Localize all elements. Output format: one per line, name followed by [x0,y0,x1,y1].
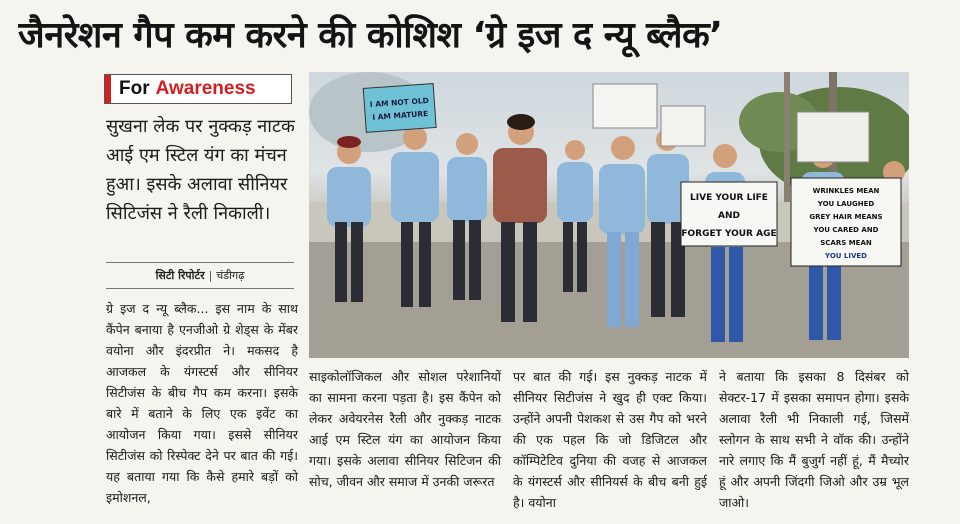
svg-text:YOU LIVED: YOU LIVED [825,252,867,260]
body-column-1 [106,298,298,508]
body-paragraph: ने बताया कि इसका 8 दिसंबर को सेक्टर-17 में इसका समापन होगा। इसके अलावा रैली भी निकाली गई, जिसमें स्लोगन के साथ सभी ने वॉक की। उन्होंने नारे लगाए कि मैं बुजुर्ग नहीं हूं, मैं मैच्योर हूं और अपनी जिंदगी जिओ और उम्र भूल जाओ। [719,369,909,510]
placard-wrinkles [791,178,901,266]
headline: जैनरेशन गैप कम करने की कोशिश ‘ग्रे इज द न्यू ब्लैक’ [18,15,723,56]
svg-text:AND: AND [718,211,740,221]
body-column-4 [719,366,909,513]
svg-text:LIVE YOUR LIFE: LIVE YOUR LIFE [690,193,768,203]
tag-accent-bar [105,75,111,103]
svg-text:GREY HAIR MEANS: GREY HAIR MEANS [809,213,883,221]
svg-text:FORGET YOUR AGE: FORGET YOUR AGE [681,229,777,239]
rally-photo [309,72,909,358]
divider [106,262,294,263]
section-tag [104,74,292,104]
svg-text:WRINKLES MEAN: WRINKLES MEAN [812,187,880,195]
body-paragraph: साइकोलॉजिकल और सोशल परेशानियों का सामना करना पड़ता है। इस कैंपेन को लेकर अवेयरनेस रैली और नुक्कड़ नाटक आई एम स्टिल यंग का आयोजन किया गया। इसके अलावा सीनियर सिटिजन की सोच, जीवन और समाज में उनकी जरूरत [309,369,501,489]
svg-text:YOU CARED AND: YOU CARED AND [813,226,879,234]
body-paragraph: पर बात की गई। इस नुक्कड़ नाटक में सीनियर सिटीजंस ने खुद ही एक्ट किया। उन्होंने अपनी पेशकश से उस गैप को भरने की एक पहल कि जो डिजिटल और कॉम्पिटेटिव दुनिया की वजह से आजकल के यंगस्टर्स और सीनियर्स के बीच बनी हुई है। वयोना [513,369,707,510]
svg-text:YOU LAUGHED: YOU LAUGHED [817,200,875,208]
body-column-2 [309,366,501,492]
body-column-3 [513,366,707,513]
placard-live-your-life [681,182,777,246]
divider [106,288,294,289]
byline-place: चंडीगढ़ [216,269,245,282]
lead-text: सुखना लेक पर नुक्कड़ नाटक आई एम स्टिल यंग का मंचन हुआ। इसके अलावा सीनियर सिटिजंस ने रैली निकाली। [106,116,295,224]
svg-text:I AM MATURE: I AM MATURE [371,108,429,122]
byline-name: सिटी रिपोर्टर [155,269,205,282]
byline: सिटी रिपोर्टर | चंडीगढ़ [155,269,245,282]
svg-text:I AM NOT OLD: I AM NOT OLD [369,95,430,110]
tag-prefix: For [119,78,150,99]
svg-text:SCARS MEAN: SCARS MEAN [820,239,872,247]
tag-label: Awareness [155,78,256,99]
body-paragraph: ग्रे इज द न्यू ब्लैक... इस नाम के साथ कैंपेन बनाया है एनजीओ ग्रे शेड्स के मेंबर वयोना और इंदरप्रीत ने। मकसद है आजकल के यंगस्टर्स और सीनियर सिटीजंस के बीच गैप कम करना। इसके बारे में बताने के लिए एक इवेंट का आयोजन किया गया। इससे सीनियर सिटीजंस को रिस्पेक्ट देने पर बात की गई। यह बताया गया कि कैसे हमारे बड़ों को इमोशनल, [106,301,298,505]
